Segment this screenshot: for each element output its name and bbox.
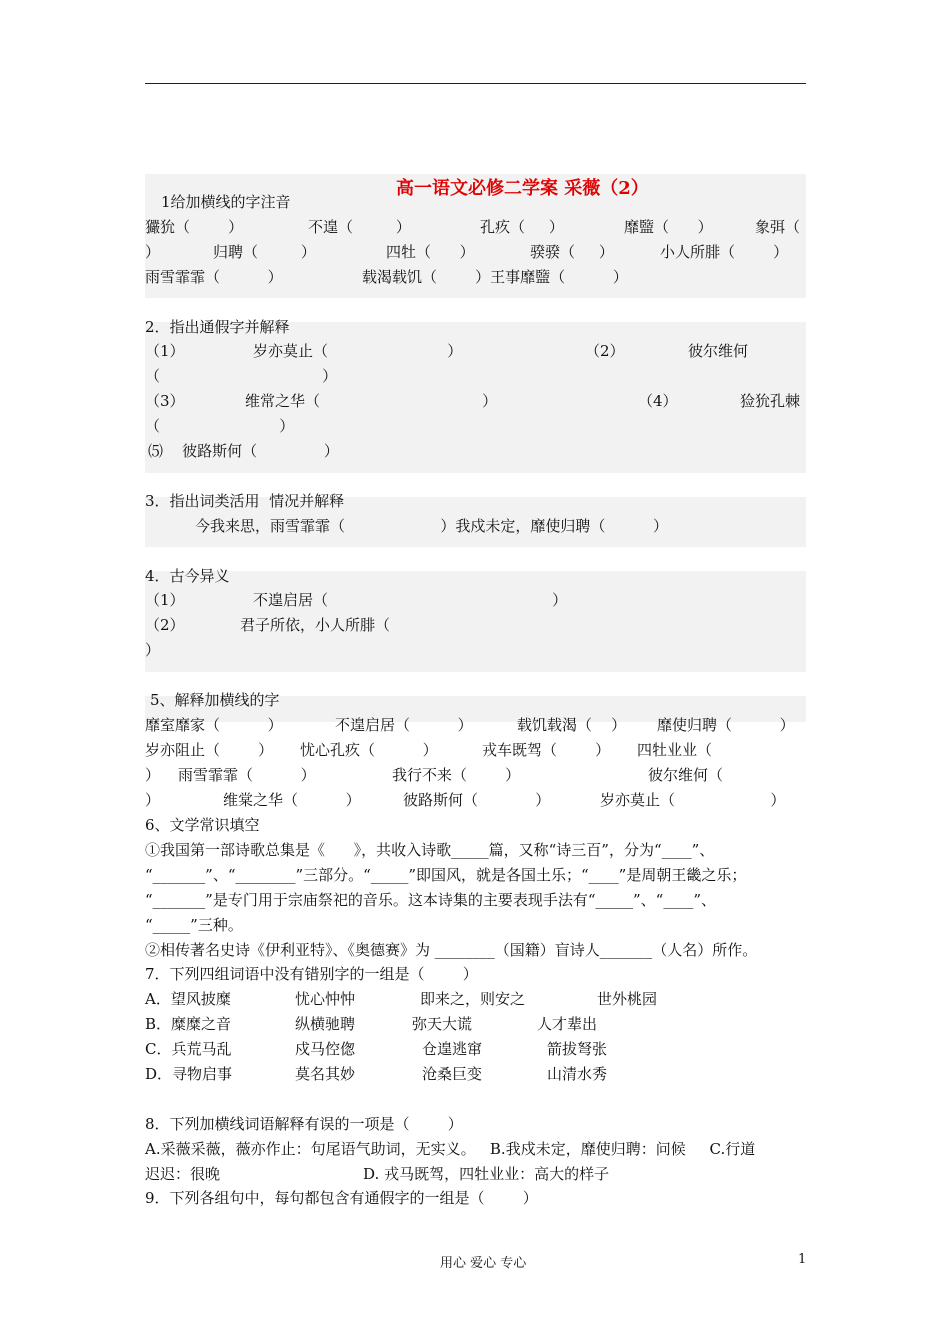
text-line: 骙骙（ ） <box>530 243 614 261</box>
text-line: A.采薇采薇，薇亦作止：句尾语气助词，无实义。 B.我戍未定，靡使归聘：问候 C.行道 <box>145 1140 756 1158</box>
text-line: 4．古今异义 <box>145 567 230 585</box>
text-line: 人才辈出 <box>537 1015 598 1033</box>
text-line: （1） <box>145 591 185 609</box>
page-number: 1 <box>798 1252 807 1267</box>
text-line: C．兵荒马乱 <box>145 1040 232 1058</box>
text-line: 四牡（ ） <box>386 243 475 261</box>
text-line: 今我来思，雨雪霏霏（ ）我戍未定，靡使归聘（ ） <box>195 517 669 535</box>
text-line: ） <box>145 641 161 659</box>
text-line: 孔疚（ ） <box>480 218 564 236</box>
text-line: 莫名其妙 <box>295 1065 356 1083</box>
text-line: “_______”是专门用于宗庙祭祀的音乐。这本诗集的主要表现手法有“_____”、“____”、 <box>145 891 717 909</box>
text-line: 戎车既驾（ ） <box>482 741 611 759</box>
text-line: ②相传著名史诗《伊利亚特》、《奥德赛》为 ________（国籍）盲诗人_______（人名）所作。 <box>145 941 758 959</box>
footer-text: 用心 爱心 专心 <box>440 1256 527 1271</box>
text-line: 维棠之华（ ） <box>223 791 361 809</box>
text-line: 靡室靡家（ ） <box>145 716 283 734</box>
text-line: D．寻物启事 <box>145 1065 233 1083</box>
text-line: 岁亦莫止（ ） <box>253 342 463 360</box>
text-line: 岁亦阻止（ ） <box>145 741 274 759</box>
text-line: 2．指出通假字并解释 <box>145 318 290 336</box>
text-line: 不遑（ ） <box>308 218 411 236</box>
text-line: 3．指出词类活用 情况并解释 <box>145 492 345 510</box>
text-line: （3） <box>145 392 185 410</box>
text-line: 5、解释加横线的字 <box>150 691 280 709</box>
text-line: “_____”三种。 <box>145 916 243 934</box>
text-line: 彼尔维何（ <box>648 766 724 784</box>
text-line: （2） <box>585 342 625 360</box>
text-line: 小人所腓（ ） <box>660 243 789 261</box>
text-line: 8．下列加横线词语解释有误的一项是（ ） <box>145 1115 463 1133</box>
text-line: 雨雪霏霏（ ） <box>145 268 283 286</box>
text-line: 不遑启居（ ） <box>335 716 473 734</box>
text-line: 雨雪霏霏（ ） <box>178 766 316 784</box>
text-line: （ ） <box>145 367 338 385</box>
text-line: 忧心忡忡 <box>295 990 356 1008</box>
text-line: ） <box>145 766 161 784</box>
text-line: 6、文学常识填空 <box>145 816 260 834</box>
text-line: 维常之华（ ） <box>245 392 498 410</box>
text-line: 彼尔维何 <box>688 342 749 360</box>
page-title: 高一语文必修二学案 采薇（2） <box>396 178 649 199</box>
header-rule <box>145 83 806 84</box>
text-line: 靡使归聘（ ） <box>657 716 795 734</box>
text-line: 即来之，则安之 <box>420 990 526 1008</box>
text-line: 载渴载饥（ ）王事靡盬（ ） <box>362 268 628 286</box>
text-line: （ ） <box>145 417 295 435</box>
text-line: 不遑启居（ ） <box>253 591 568 609</box>
text-line: 沧桑巨变 <box>422 1065 483 1083</box>
text-line: 山清水秀 <box>547 1065 608 1083</box>
text-line: 岁亦莫止（ ） <box>600 791 786 809</box>
text-line: B．糜糜之音 <box>145 1015 232 1033</box>
text-line: 弥天大谎 <box>412 1015 473 1033</box>
text-line: 我行不来（ ） <box>392 766 521 784</box>
text-line: 靡盬（ ） <box>624 218 713 236</box>
text-line: ①我国第一部诗歌总集是《 》，共收入诗歌_____篇，又称“诗三百”，分为“____”、 <box>145 841 715 859</box>
text-line: 仓遑逃窜 <box>422 1040 483 1058</box>
text-line: 象弭（ <box>755 218 801 236</box>
text-line: 玁狁（ ） <box>145 218 244 236</box>
text-line: 世外桃园 <box>597 990 658 1008</box>
text-line: 君子所依，小人所腓（ <box>240 616 391 634</box>
text-line: 彼路斯何（ ） <box>403 791 551 809</box>
text-line: 载饥载渴（ ） <box>517 716 627 734</box>
text-line: 纵横驰聘 <box>295 1015 356 1033</box>
text-line: 四牡业业（ <box>637 741 713 759</box>
text-line: A．望风披糜 <box>145 990 231 1008</box>
text-line: “_______”、“________”三部分。“_____”即国风，就是各国土乐；“____”是周朝王畿之乐； <box>145 866 747 884</box>
text-line: 9．下列各组句中，每句都包含有通假字的一组是（ ） <box>145 1189 538 1207</box>
text-line: 7．下列四组词语中没有错别字的一组是（ ） <box>145 965 478 983</box>
text-line: 忧心孔疚（ ） <box>300 741 438 759</box>
text-line: （4） <box>638 392 678 410</box>
text-line: ） <box>145 243 161 261</box>
text-line: 猃狁孔棘 <box>740 392 801 410</box>
text-line: ） <box>145 791 161 809</box>
text-line: 归聘（ ） <box>213 243 316 261</box>
text-line: 迟迟：很晚 D. 戎马既驾，四牡业业：高大的样子 <box>145 1165 610 1183</box>
text-line: 戍马倥偬 <box>295 1040 356 1058</box>
text-line: 1给加横线的字注音 <box>161 193 291 211</box>
text-line: ⑸ 彼路斯何（ ） <box>148 442 339 460</box>
text-line: （2） <box>145 616 185 634</box>
text-line: （1） <box>145 342 185 360</box>
text-line: 箭拔弩张 <box>547 1040 608 1058</box>
